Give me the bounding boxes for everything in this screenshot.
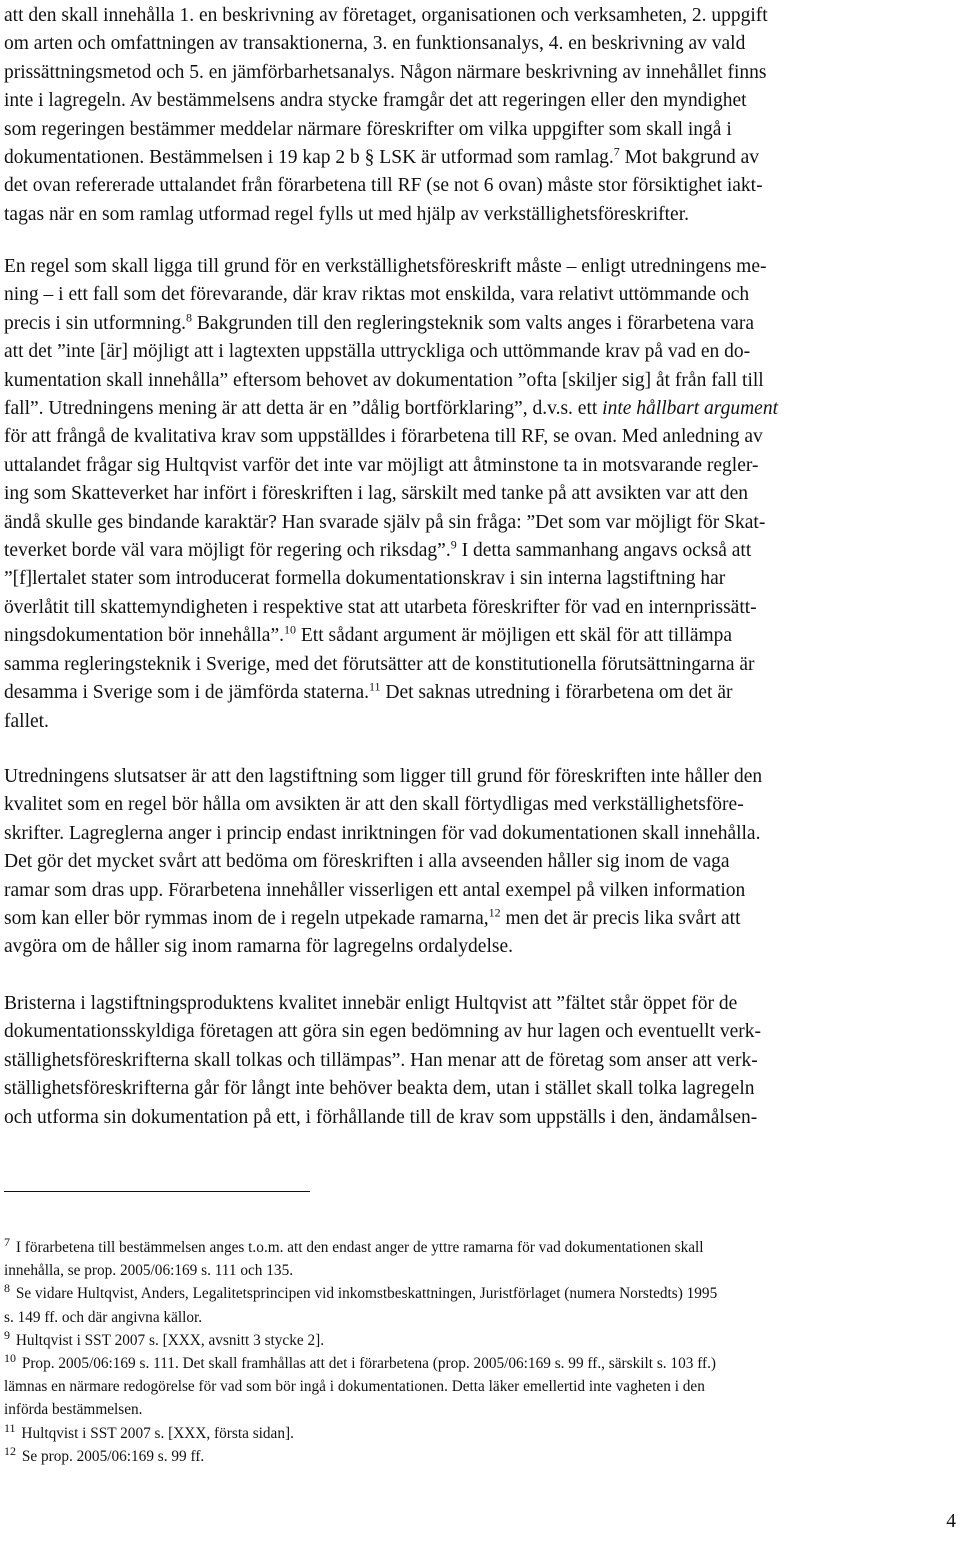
text-line (4, 679, 950, 707)
text-line (4, 537, 950, 565)
text-line: ställighetsföreskrifterna skall tolkas och tillämpas”. Han menar att de företag som anser att verk- (4, 1049, 758, 1071)
footnote-line: innehålla, se prop. 2005/06:169 s. 111 och 135. (4, 1262, 294, 1280)
text-segment: Det saknas utredning i förarbetena om det är (385, 682, 733, 704)
text-line: och utforma sin dokumentation på ett, i förhållande till de krav som uppställs i den, ändamålsen- (4, 1106, 758, 1128)
footnote-text: Prop. 2005/06:169 s. 111. Det skall framhållas att det i förarbetena (prop. 2005/06:169 s. 99 ff., särskilt s. 103 ff.) (21, 1355, 717, 1373)
footnote-line (4, 1236, 950, 1259)
text-segment: teverket borde väl vara möjligt för regering och riksdag”. (4, 540, 451, 562)
footnote-ref-12[interactable]: 12 (488, 905, 501, 920)
text-line: dokumentationsskyldiga företagen att göra sin egen bedömning av hur lagen och eventuellt verk- (4, 1021, 762, 1043)
text-line: som regeringen bestämmer meddelar närmare föreskrifter om vilka uppgifter som skall ingå i (4, 118, 732, 140)
footnote-separator (4, 1191, 310, 1192)
footnote-number: 7 (4, 1234, 10, 1249)
text-line: om arten och omfattningen av transaktionerna, 3. en funktionsanalys, 4. en beskrivning av vald (4, 33, 746, 55)
text-line: det ovan refererade uttalandet från förarbetena till RF (se not 6 ovan) måste stor försiktighet iakt- (4, 175, 763, 197)
footnote-line: införda bestämmelsen. (4, 1401, 143, 1419)
body-paragraph-1 (4, 2, 950, 229)
footnote-text: Hultqvist i SST 2007 s. [XXX, avsnitt 3 stycke 2]. (15, 1331, 325, 1349)
text-line (4, 905, 950, 933)
text-segment: dokumentationen. Bestämmelsen i 19 kap 2 b § LSK är utformad som ramlag. (4, 147, 614, 169)
text-line: Utredningens slutsatser är att den lagstiftning som ligger till grund för föreskriften inte håller den (4, 766, 763, 787)
footnote-number: 10 (4, 1350, 16, 1365)
text-line (4, 622, 950, 650)
text-line (4, 144, 950, 172)
body-paragraph-4 (4, 990, 950, 1132)
text-line: ställighetsföreskrifterna går för långt inte behöver beakta dem, utan i stället skall tolka lagregeln (4, 1078, 755, 1100)
body-paragraph-3 (4, 763, 950, 962)
footnote-line: s. 149 ff. och där angivna källor. (4, 1308, 203, 1326)
text-segment: ningsdokumentation bör innehålla”. (4, 625, 284, 647)
text-line (4, 310, 950, 338)
text-line: kvalitet som en regel bör hålla om avsikten är att den skall förtydligas med verkställighetsföre- (4, 794, 744, 816)
footnote-12 (4, 1445, 950, 1468)
text-line: samma regleringsteknik i Sverige, med det förutsätter att de konstitutionella förutsättningarna är (4, 653, 755, 675)
text-line: ing som Skatteverket har infört i föreskriften i lag, särskilt med tanke på att avsikten var att den (4, 483, 749, 505)
text-line: att den skall innehålla 1. en beskrivning av företaget, organisationen och verksamheten, 2. uppgift (4, 5, 768, 26)
footnote-8 (4, 1282, 950, 1328)
footnote-text: I förarbetena till bestämmelsen anges t.o.m. att den endast anger de yttre ramarna för vad dokumentationen skall (15, 1239, 704, 1256)
text-line: ändå skulle ges bindande karaktär? Han svarade själv på sin fråga: ”Det som var möjligt för Skat- (4, 511, 766, 533)
footnote-ref-11[interactable]: 11 (368, 679, 381, 694)
footnote-number: 9 (4, 1327, 10, 1342)
footnote-9 (4, 1329, 950, 1352)
footnote-ref-8[interactable]: 8 (185, 310, 192, 325)
footnote-line (4, 1352, 950, 1375)
text-line: tagas när en som ramlag utformad regel fylls ut med hjälp av verkställighetsföreskrifter. (4, 203, 689, 225)
footnote-number: 11 (4, 1420, 16, 1435)
text-line: uttalandet frågar sig Hultqvist varför det inte var möjligt att åtminstone ta in motsvarande regler- (4, 454, 759, 476)
footnote-ref-7[interactable]: 7 (613, 144, 620, 159)
body-paragraph-2 (4, 253, 950, 736)
text-line: för att frångå de kvalitativa krav som uppställdes i förarbetena till RF, se ovan. Med anledning av (4, 426, 763, 448)
text-line: Bristerna i lagstiftningsproduktens kvalitet innebär enligt Hultqvist att ”fältet står öppet för de (4, 993, 738, 1014)
footnote-text: Se prop. 2005/06:169 s. 99 ff. (21, 1447, 205, 1465)
text-segment: I detta sammanhang angavs också att (461, 540, 752, 562)
footnotes (4, 1236, 950, 1468)
text-segment: men det är precis lika svårt att (505, 908, 741, 930)
text-line: avgöra om de håller sig inom ramarna för lagregelns ordalydelse. (4, 936, 513, 958)
footnote-11 (4, 1422, 950, 1445)
footnote-line: lämnas en närmare redogörelse för vad som bör ingå i dokumentationen. Detta läker emellertid inte vagheten i den (4, 1378, 705, 1396)
text-line: skrifter. Lagreglerna anger i princip endast inriktningen för vad dokumentationen skall innehålla. (4, 822, 761, 844)
text-line: att det ”inte [är] möjligt att i lagtexten uppställa uttryckliga och uttömmande krav på vad en do- (4, 341, 751, 363)
text-line: kumentation skall innehålla” eftersom behovet av dokumentation ”ofta [skiljer sig] åt från fall till (4, 369, 764, 391)
text-segment: Bakgrunden till den regleringsteknik som valts anges i förarbetena vara (196, 312, 755, 334)
footnote-line (4, 1329, 950, 1352)
footnote-text: Se vidare Hultqvist, Anders, Legalitetsprincipen vid inkomstbeskattningen, Juristförlaget (numera Norstedts) 1995 (15, 1285, 718, 1303)
footnote-text: Hultqvist i SST 2007 s. [XXX, första sidan]. (21, 1424, 294, 1442)
emphasis-text: inte hållbart argument (602, 398, 779, 420)
text-line: prissättningsmetod och 5. en jämförbarhetsanalys. Någon närmare beskrivning av innehållet finns (4, 61, 767, 83)
footnote-line (4, 1282, 950, 1305)
text-segment: Ett sådant argument är möjligen ett skäl för att tillämpa (300, 625, 733, 647)
text-line: ning – i ett fall som det förevarande, där krav riktas mot enskilda, vara relativt uttömmande och (4, 284, 750, 306)
text-line: överlåtit till skattemyndigheten i respektive stat att utarbeta föreskrifter för vad en internprissätt- (4, 596, 757, 618)
footnote-number: 12 (4, 1443, 16, 1458)
text-segment: som kan eller bör rymmas inom de i regeln utpekade ramarna, (4, 908, 489, 930)
text-line: ramar som dras upp. Förarbetena innehåller visserligen ett antal exempel på vilken information (4, 879, 746, 901)
footnote-line (4, 1445, 950, 1468)
text-segment: fall”. Utredningens mening är att detta är en ”dålig bortförklaring”, d.v.s. ett (4, 398, 598, 420)
page-number: 4 (946, 1511, 956, 1532)
footnote-ref-10[interactable]: 10 (283, 622, 296, 637)
text-segment: precis i sin utformning. (4, 312, 186, 334)
text-line (4, 395, 950, 423)
text-line: inte i lagregeln. Av bestämmelsens andra stycke framgår det att regeringen eller den myndighet (4, 90, 747, 112)
footnote-7 (4, 1236, 950, 1282)
footnote-10 (4, 1352, 950, 1422)
text-segment: Mot bakgrund av (624, 147, 759, 169)
text-line: fallet. (4, 710, 49, 732)
footnote-number: 8 (4, 1281, 10, 1296)
footnote-line (4, 1422, 950, 1445)
text-line: ”[f]lertalet stater som introducerat formella dokumentationskrav i sin interna lagstiftning har (4, 568, 726, 590)
text-segment: desamma i Sverige som i de jämförda staterna. (4, 682, 369, 704)
text-line: Det gör det mycket svårt att bedöma om föreskriften i alla avseenden håller sig inom de vaga (4, 851, 730, 873)
footnote-ref-9[interactable]: 9 (450, 537, 457, 552)
text-line: En regel som skall ligga till grund för en verkställighetsföreskrift måste – enligt utredningens me- (4, 256, 767, 277)
